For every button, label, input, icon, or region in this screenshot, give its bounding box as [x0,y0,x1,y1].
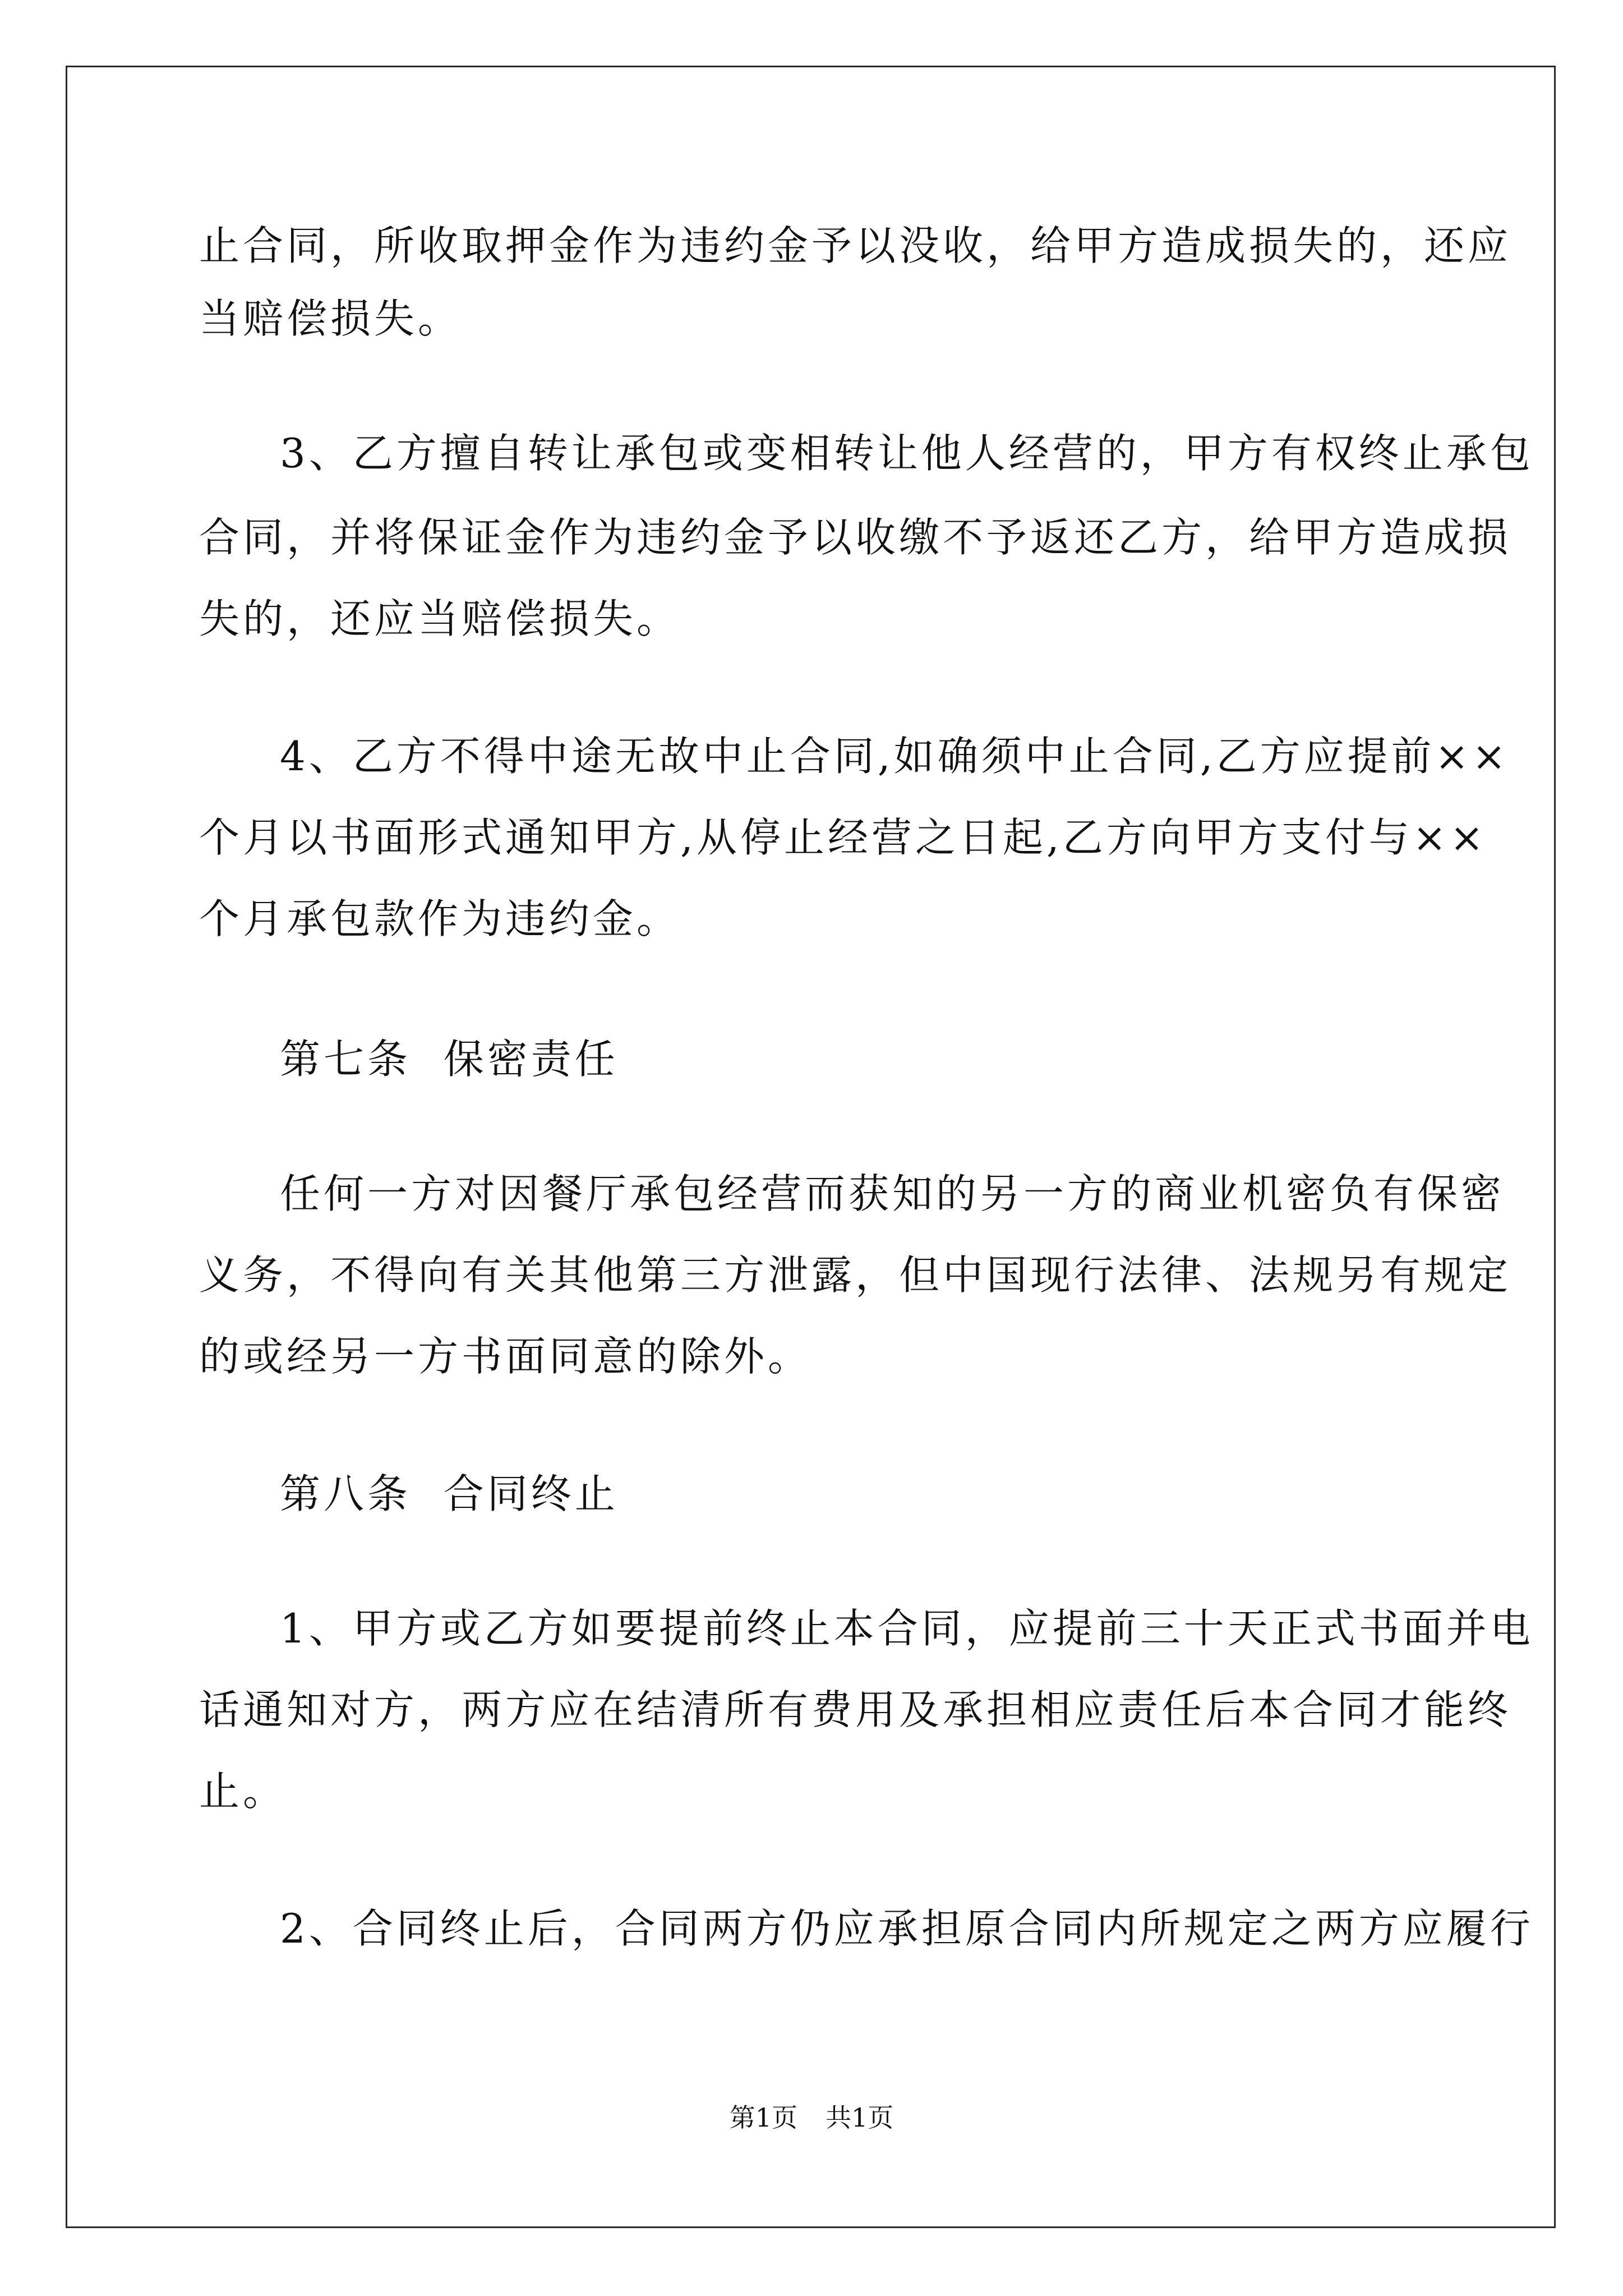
text-line: 2、合同终止后，合同两方仍应承担原合同内所规定之两方应履行 [280,1905,1534,1952]
text-line: 1、甲方或乙方如要提前终止本合同，应提前三十天正式书面并电 [280,1605,1534,1652]
text-line: 3、乙方擅自转让承包或变相转让他人经营的，甲方有权终止承包 [280,430,1534,477]
page-total: 共1页 [826,2102,894,2133]
text-line: 任何一方对因餐厅承包经营而获知的另一方的商业机密负有保密 [280,1170,1505,1217]
page-number: 第1页 [729,2102,797,2133]
text-line: 合同，并将保证金作为违约金予以收缴不予返还乙方，给甲方造成损 [199,514,1512,561]
text-line: 止合同，所收取押金作为违约金予以没收，给甲方造成损失的，还应 [199,222,1512,269]
text-line: 个月以书面形式通知甲方,从停止经营之日起,乙方向甲方支付与×× [199,814,1487,861]
text-line: 义务，不得向有关其他第三方泄露，但中国现行法律、法规另有规定 [199,1251,1512,1299]
text-line: 4、乙方不得中途无故中止合同,如确须中止合同,乙方应提前×× [280,733,1510,780]
page-footer [0,2101,1623,2134]
text-line: 话通知对方，两方应在结清所有费用及承担相应责任后本合同才能终 [199,1686,1512,1733]
text-line: 失的，还应当赔偿损失。 [199,595,681,642]
text-line: 止。 [199,1768,287,1815]
section-heading: 第七条 保密责任 [280,1036,619,1083]
section-heading: 第八条 合同终止 [280,1470,619,1517]
text-line: 的或经另一方书面同意的除外。 [199,1333,812,1380]
text-line: 当赔偿损失。 [199,295,462,342]
text-line: 个月承包款作为违约金。 [199,895,681,942]
